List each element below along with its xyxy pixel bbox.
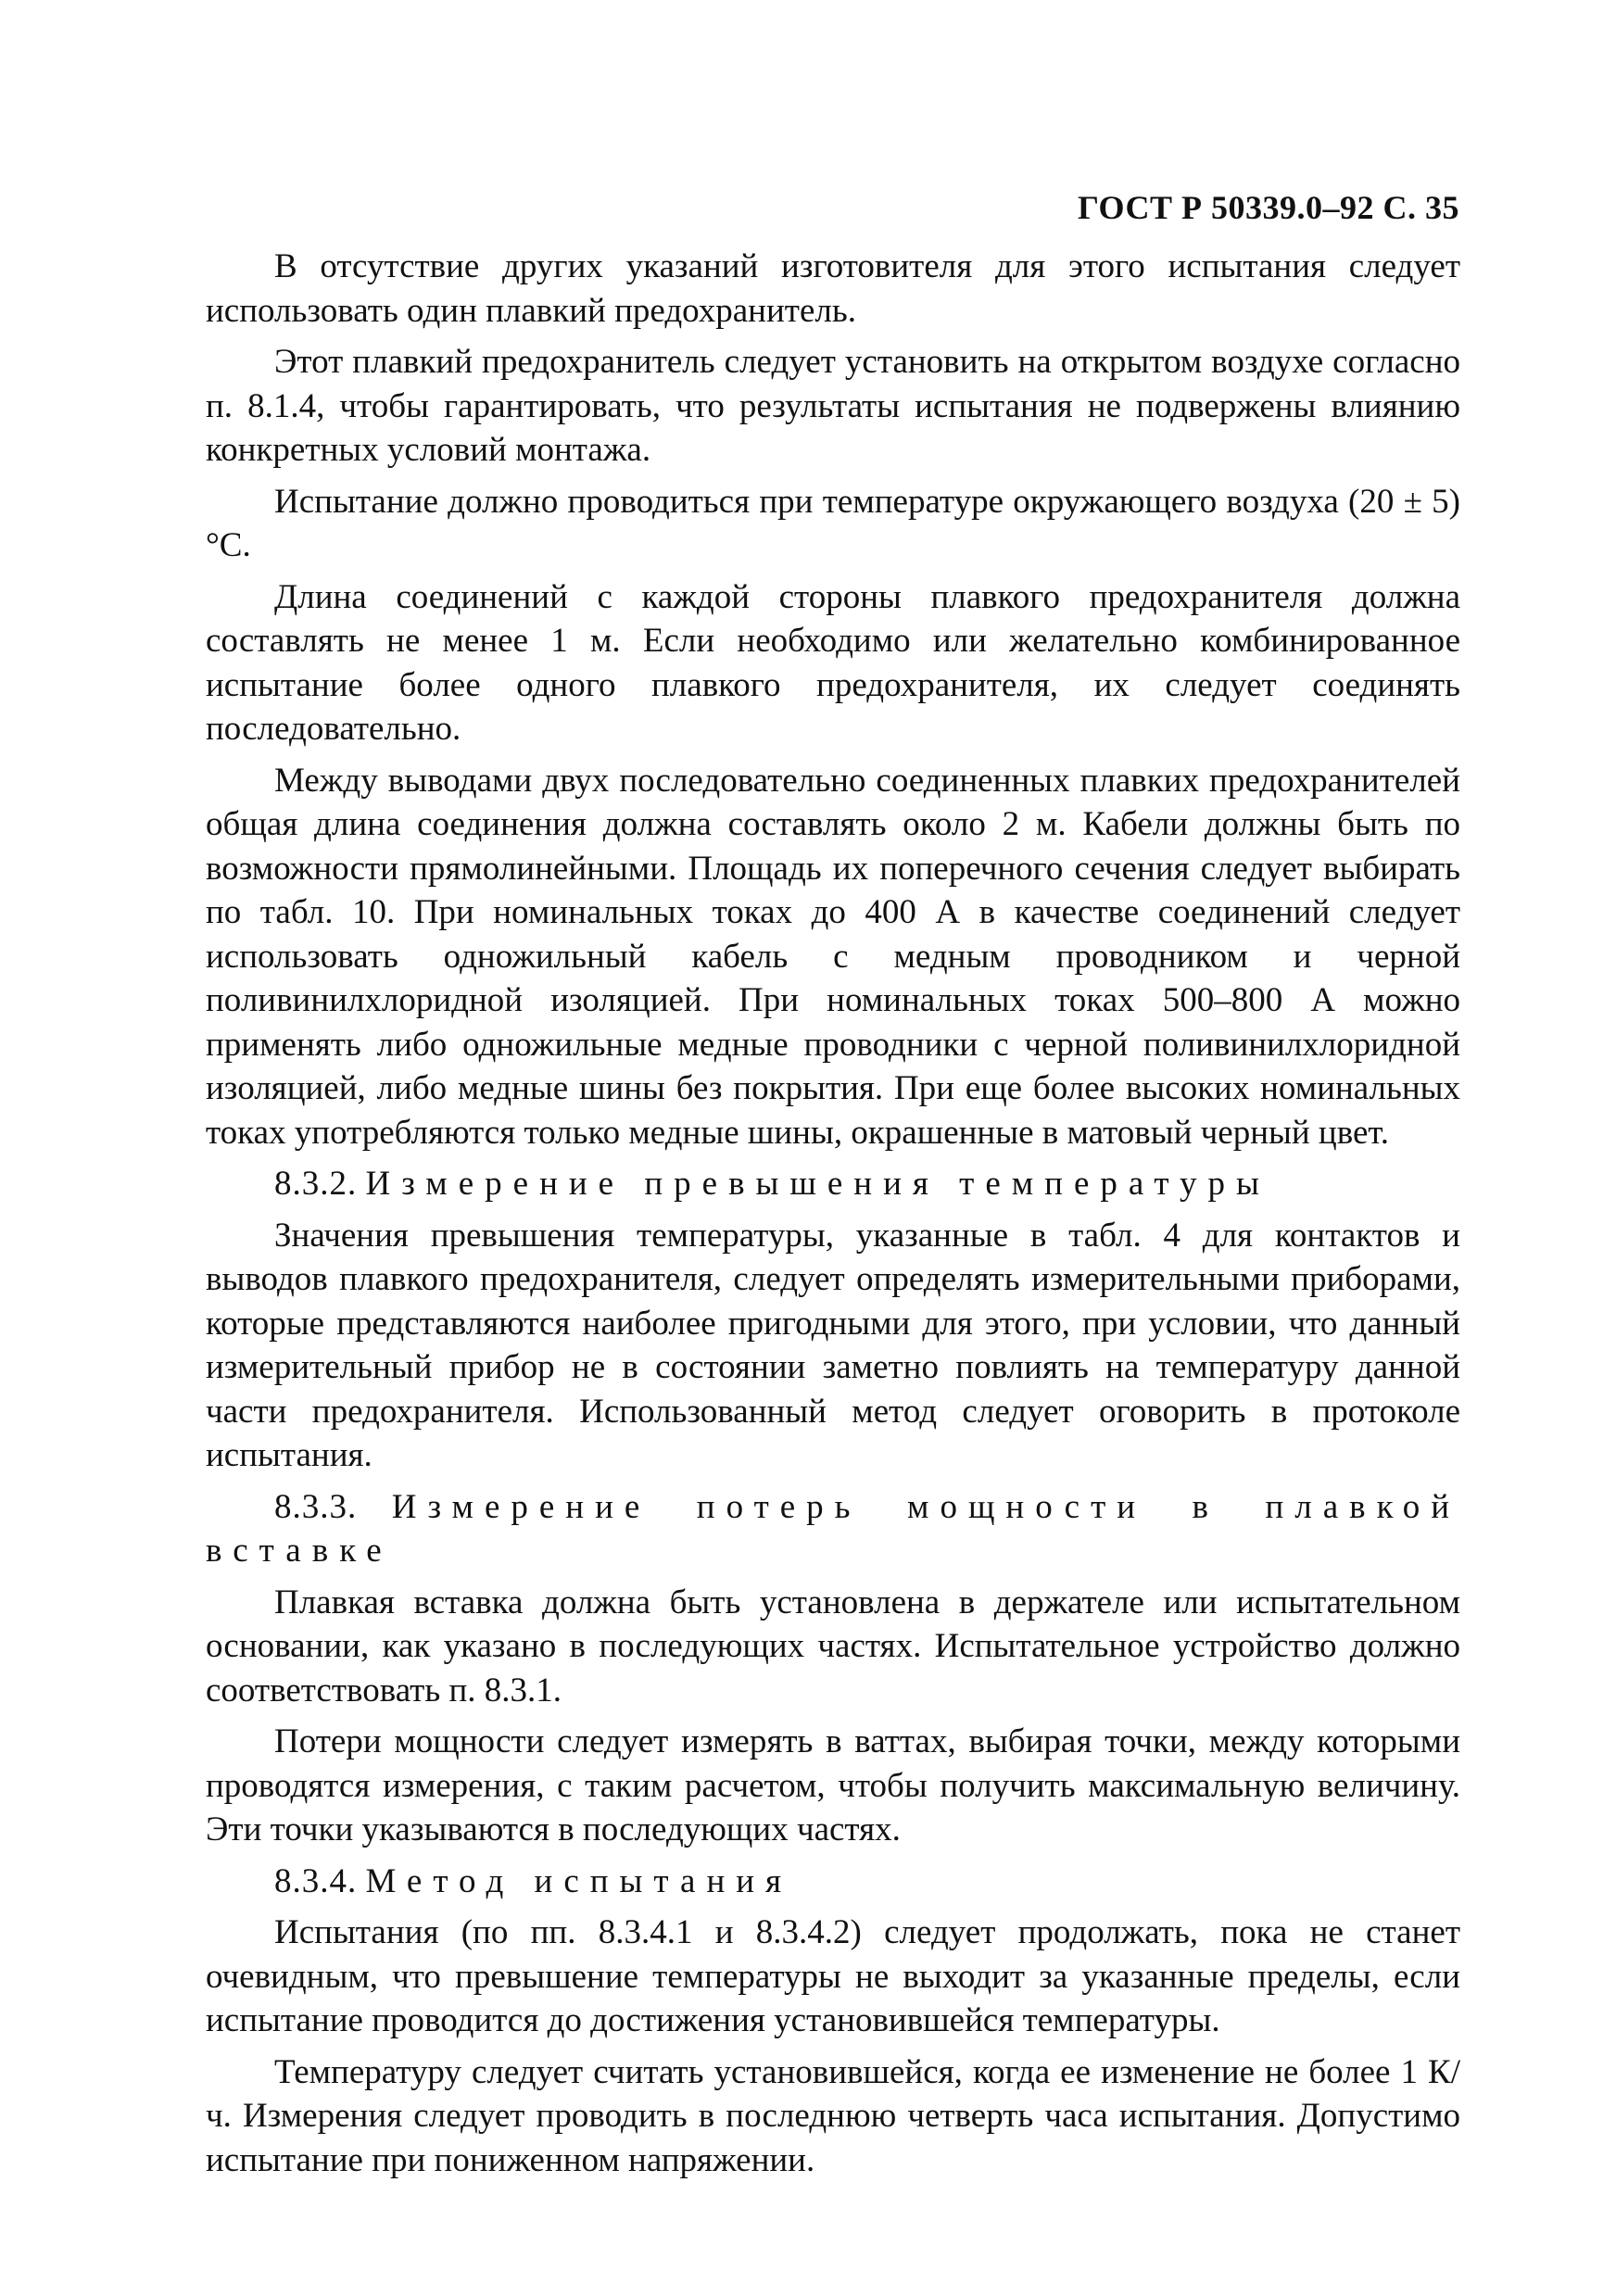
paragraph: Испытание должно проводиться при температуре окружающего воздуха (20 ± 5)°С. (206, 482, 1460, 564)
section-number: 8.3.4. (274, 1861, 358, 1900)
paragraph: Между выводами двух последовательно соединенных плавких предохранителей общая длина соединения должна составлять около 2 м. Кабели должны быть по возможности прямолинейными. Площадь их поперечного сечения следует выбирать по табл. 10. При номинальных токах до 400 А в качестве соединений следует использовать одножильный кабель с медным проводником и черной поливинилхлоридной изоляцией. При номинальных токах 500–800 А можно применять либо одножильные медные проводники с черной поливинилхлоридной изоляцией, либо медные шины без покрытия. При еще более высоких номинальных токах употребляются только медные шины, окрашенные в матовый черный цвет. (206, 761, 1460, 1152)
section-heading-8-3-4 (206, 1860, 1460, 1904)
page-header: ГОСТ Р 50339.0–92 С. 35 (1078, 189, 1459, 226)
paragraph: Этот плавкий предохранитель следует установить на открытом воздухе согласно п. 8.1.4, чтобы гарантировать, что результаты испытания не подвержены влиянию конкретных условий монтажа. (206, 343, 1460, 469)
section-number: 8.3.2. (274, 1165, 358, 1203)
section-title: Метод испытания (365, 1861, 793, 1900)
paragraph: Испытания (по пп. 8.3.4.1 и 8.3.4.2) следует продолжать, пока не станет очевидным, что превышение температуры не выходит за указанные пределы, если испытание проводится до достижения установившейся температуры. (206, 1913, 1460, 2039)
paragraph: Температуру следует считать установившейся, когда ее изменение не более 1 К/ч. Измерения следует проводить в последнюю четверть часа испытания. Допустимо испытание при пониженном напряжении. (206, 2052, 1460, 2179)
paragraph: Потери мощности следует измерять в ваттах, выбирая точки, между которыми проводятся измерения, с таким расчетом, чтобы получить максимальную величину. Эти точки указываются в последующих частях. (206, 1722, 1460, 1848)
paragraph: Значения превышения температуры, указанные в табл. 4 для контактов и выводов плавкого предохранителя, следует определять измерительными приборами, которые представляются наиболее пригодными для этого, при условии, что данный измерительный прибор не в состоянии заметно повлиять на температуру данной части предохранителя. Использованный метод следует оговорить в протоколе испытания. (206, 1216, 1460, 1474)
section-title: Измерение превышения температуры (365, 1165, 1270, 1203)
section-heading-8-3-2 (206, 1162, 1460, 1206)
paragraph: Плавкая вставка должна быть установлена в держателе или испытательном основании, как указано в последующих частях. Испытательное устройство должно соответствовать п. 8.3.1. (206, 1583, 1460, 1709)
section-number: 8.3.3. (274, 1487, 358, 1526)
paragraph: Длина соединений с каждой стороны плавкого предохранителя должна составлять не менее 1 м. Если необходимо или желательно комбинированное испытание более одного плавкого предохранителя, их следует соединять последовательно. (206, 577, 1460, 748)
section-heading-8-3-3 (206, 1485, 1460, 1573)
section-title: Измерение потерь мощности в плавкой вставке (206, 1487, 1460, 1570)
document-body (206, 245, 1460, 2189)
paragraph: В отсутствие других указаний изготовителя для этого испытания следует использовать один плавкий предохранитель. (206, 247, 1460, 330)
